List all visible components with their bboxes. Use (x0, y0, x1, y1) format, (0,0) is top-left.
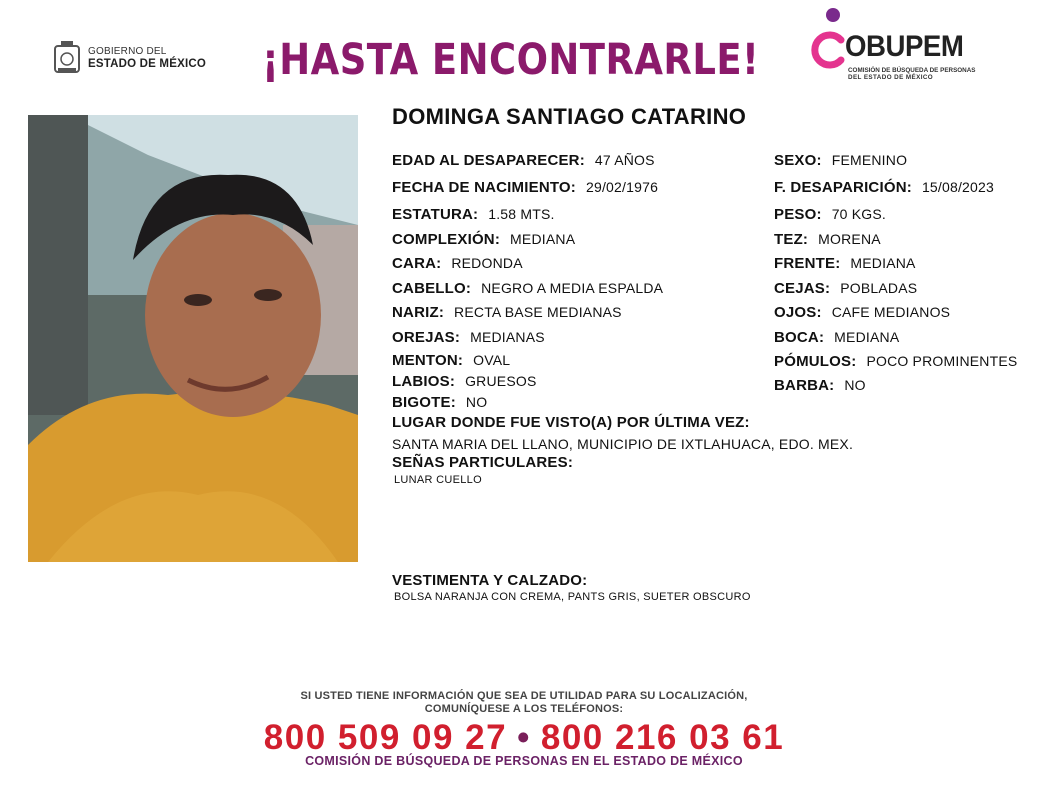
left-field (392, 229, 575, 250)
field-label: SEXO: (774, 152, 822, 169)
left-field (392, 350, 510, 371)
right-field (774, 375, 866, 396)
info-line-2: COMUNÍQUESE A LOS TELÉFONOS: (424, 703, 624, 715)
field-value: 70 KGS. (831, 206, 887, 222)
left-field (392, 204, 555, 225)
field-value: GRUESOS (465, 373, 537, 389)
field-value: MEDIANA (850, 255, 916, 271)
commission-name: COMISIÓN DE BÚSQUEDA DE PERSONAS EN EL ESTADO DE MÉXICO (305, 754, 743, 768)
cobupem-logo (805, 4, 1005, 84)
headline: ¡HASTA ENCONTRARLE! (262, 35, 760, 85)
left-field (392, 253, 523, 274)
field-label: CEJAS: (774, 280, 831, 297)
field-value: MEDIANAS (470, 329, 545, 345)
phone-separator: • (517, 718, 531, 757)
field-label: NARIZ: (392, 304, 445, 321)
field-label: TEZ: (774, 231, 809, 248)
field-value: FEMENINO (831, 152, 908, 168)
clothing-value: BOLSA NARANJA CON CREMA, PANTS GRIS, SUETER OBSCURO (394, 591, 751, 603)
field-value: POCO PROMINENTES (866, 353, 1018, 369)
field-value: NO (465, 394, 488, 410)
field-label: F. DESAPARICIÓN: (774, 179, 912, 196)
right-field (774, 150, 907, 171)
logo-word: OBUPEM (845, 30, 964, 63)
person-photo (28, 115, 358, 562)
field-value: 29/02/1976 (586, 179, 659, 195)
logo-subtitle-1: COMISIÓN DE BÚSQUEDA DE PERSONAS (848, 67, 976, 74)
field-label: CABELLO: (392, 280, 472, 297)
field-value: POBLADAS (840, 280, 918, 296)
right-field (774, 351, 1017, 372)
left-field (392, 278, 663, 299)
left-field (392, 177, 658, 198)
right-field (774, 204, 886, 225)
field-label: CARA: (392, 255, 442, 272)
field-label: LABIOS: (392, 373, 456, 390)
field-value: MEDIANA (510, 231, 576, 247)
field-label: FRENTE: (774, 255, 841, 272)
field-value: OVAL (473, 352, 511, 368)
field-label: FECHA DE NACIMIENTO: (392, 179, 576, 196)
government-logo (52, 38, 222, 78)
gov-line-2: ESTADO DE MÉXICO (88, 58, 206, 70)
logo-subtitle-2: DEL ESTADO DE MÉXICO (848, 74, 934, 81)
field-value: 15/08/2023 (921, 179, 995, 195)
field-value: REDONDA (451, 255, 523, 271)
right-field (774, 253, 916, 274)
field-label: EDAD AL DESAPARECER: (392, 152, 585, 169)
phone-2[interactable]: 800 216 03 61 (540, 718, 785, 757)
marks-value: LUNAR CUELLO (394, 474, 482, 486)
last-seen-value: SANTA MARIA DEL LLANO, MUNICIPIO DE IXTLAHUACA, EDO. MEX. (392, 436, 854, 452)
field-label: BIGOTE: (392, 394, 456, 411)
left-field (392, 392, 487, 413)
field-label: MENTON: (392, 352, 464, 369)
phone-1[interactable]: 800 509 09 27 (263, 718, 508, 757)
right-field (774, 177, 994, 198)
field-label: OJOS: (774, 304, 822, 321)
right-field (774, 302, 950, 323)
field-label: PESO: (774, 206, 822, 223)
field-value: NO (844, 377, 866, 393)
state-seal-icon (52, 40, 82, 76)
right-field (774, 327, 899, 348)
field-label: BOCA: (774, 329, 825, 346)
field-value: MORENA (818, 231, 881, 247)
marks-label: SEÑAS PARTICULARES: (392, 454, 574, 471)
clothing-label: VESTIMENTA Y CALZADO: (392, 572, 588, 589)
field-label: COMPLEXIÓN: (392, 231, 501, 248)
right-field (774, 278, 917, 299)
field-value: NEGRO A MEDIA ESPALDA (481, 280, 664, 296)
field-value: MEDIANA (834, 329, 900, 345)
left-field (392, 150, 655, 171)
left-field (392, 327, 545, 348)
right-field (774, 229, 881, 250)
person-name: DOMINGA SANTIAGO CATARINO (392, 104, 747, 129)
left-field (392, 302, 622, 323)
field-label: PÓMULOS: (774, 353, 857, 370)
field-value: 47 AÑOS (594, 152, 655, 168)
info-line-1: SI USTED TIENE INFORMACIÓN QUE SEA DE UTILIDAD PARA SU LOCALIZACIÓN, (300, 690, 748, 702)
left-field (392, 371, 537, 392)
field-label: OREJAS: (392, 329, 461, 346)
field-label: BARBA: (774, 377, 835, 394)
gov-line-1: GOBIERNO DEL (88, 46, 167, 57)
field-label: ESTATURA: (392, 206, 479, 223)
field-value: CAFE MEDIANOS (831, 304, 951, 320)
last-seen-label: LUGAR DONDE FUE VISTO(A) POR ÚLTIMA VEZ: (392, 414, 750, 431)
field-value: 1.58 MTS. (488, 206, 555, 222)
field-value: RECTA BASE MEDIANAS (454, 304, 622, 320)
